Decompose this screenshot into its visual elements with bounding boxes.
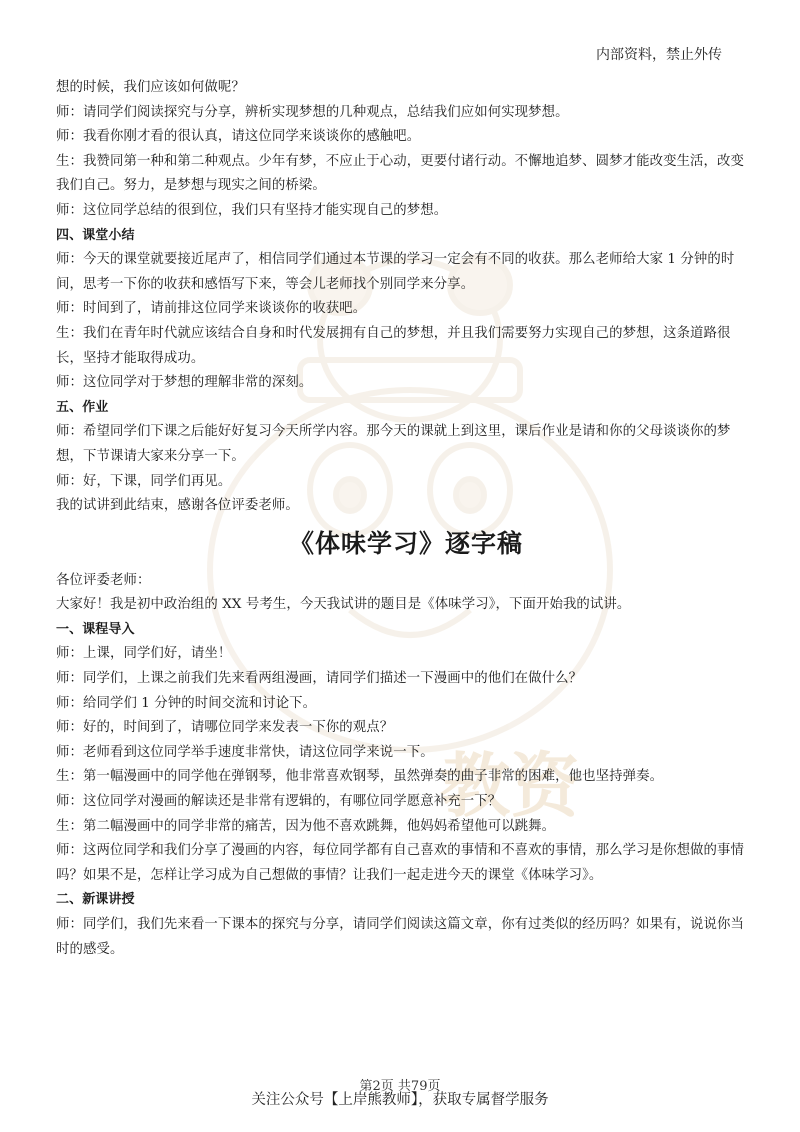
section-heading: 一、课程导入	[56, 621, 135, 637]
paragraph: 师：希望同学们下课之后能好好复习今天所学内容。那今天的课就上到这里，课后作业是请和你的父母谈谈你的梦想，下节课请大家来分享一下。	[56, 424, 731, 464]
header-confidential-note: 内部资料，禁止外传	[596, 47, 722, 63]
paragraph: 师：时间到了，请前排这位同学来谈谈你的收获吧。	[56, 301, 367, 317]
document-body	[56, 76, 756, 962]
paragraph: 生：我赞同第一种和第二种观点。少年有梦，不应止于心动，更要付诸行动。不懈地追梦、圆梦才能改变生活，改变我们自己。努力，是梦想与现实之间的桥梁。	[56, 153, 745, 194]
lesson-continuation	[56, 76, 756, 519]
paragraph: 师：同学们，我们先来看一下课本的探究与分享，请同学们阅读这篇文章，你有过类似的经历吗？如果有，说说你当时的感受。	[56, 917, 745, 957]
paragraph: 师：给同学们 1 分钟的时间交流和讨论下。	[56, 695, 317, 711]
paragraph: 师：老师看到这位同学举手速度非常快，请这位同学来说一下。	[56, 744, 434, 760]
paragraph: 师：好，下课，同学们再见。	[56, 473, 232, 489]
paragraph: 师：我看你刚才看的很认真，请这位同学来谈谈你的感触吧。	[56, 129, 421, 145]
paragraph: 各位评委老师：	[56, 572, 151, 588]
section-heading: 四、课堂小结	[56, 227, 135, 243]
paragraph: 想的时候，我们应该如何做呢？	[56, 80, 245, 95]
paragraph: 我的试讲到此结束，感谢各位评委老师。	[56, 498, 299, 514]
paragraph: 师：同学们，上课之前我们先来看两组漫画，请同学们描述一下漫画中的他们在做什么？	[56, 671, 583, 687]
paragraph: 师：这位同学对于梦想的理解非常的深刻。	[56, 375, 313, 391]
paragraph: 师：上课，同学们好，请坐！	[56, 646, 232, 662]
section-heading: 二、新课讲授	[56, 892, 135, 908]
paragraph: 师：今天的课堂就要接近尾声了，相信同学们通过本节课的学习一定会有不同的收获。那么老师给大家 1 分钟的时间，思考一下你的收获和感悟写下来，等会儿老师找个别同学来分享。	[56, 252, 735, 292]
lesson-transcript	[56, 569, 756, 963]
paragraph: 师：这位同学总结的很到位，我们只有坚持才能实现自己的梦想。	[56, 202, 448, 218]
paragraph: 生：第二幅漫画中的同学非常的痛苦，因为他不喜欢跳舞，他妈妈希望他可以跳舞。	[56, 818, 556, 834]
paragraph: 生：第一幅漫画中的同学他在弹钢琴，他非常喜欢钢琴，虽然弹奏的曲子非常的困难，他也坚持弹奏。	[56, 769, 664, 785]
document-title: 《体味学习》逐字稿	[288, 528, 523, 558]
paragraph: 师：请同学们阅读探究与分享，辨析实现梦想的几种观点，总结我们应如何实现梦想。	[56, 104, 569, 120]
section-heading: 五、作业	[56, 399, 109, 415]
paragraph: 师：好的，时间到了，请哪位同学来发表一下你的观点？	[56, 720, 394, 736]
paragraph: 师：这两位同学和我们分享了漫画的内容，每位同学都有自己喜欢的事情和不喜欢的事情，那么学习是你想做的事情吗？如果不是，怎样让学习成为自己想做的事情？让我们一起走进今天的课堂《体味学习》。	[56, 843, 745, 883]
paragraph: 师：这位同学对漫画的解读还是非常有逻辑的，有哪位同学愿意补充一下？	[56, 794, 502, 810]
paragraph: 生：我们在青年时代就应该结合自身和时代发展拥有自己的梦想，并且我们需要努力实现自己的梦想，这条道路很长，坚持才能取得成功。	[56, 325, 731, 366]
page-number: 第2页 共79页	[359, 1079, 441, 1094]
footer-promo: 关注公众号【上岸熊教师】，获取专属督学服务	[251, 1092, 549, 1108]
paragraph: 大家好！我是初中政治组的 XX 号考生，今天我试讲的题目是《体味学习》，下面开始我的试讲。	[56, 597, 631, 613]
watermark-text: 教资	[440, 745, 580, 827]
